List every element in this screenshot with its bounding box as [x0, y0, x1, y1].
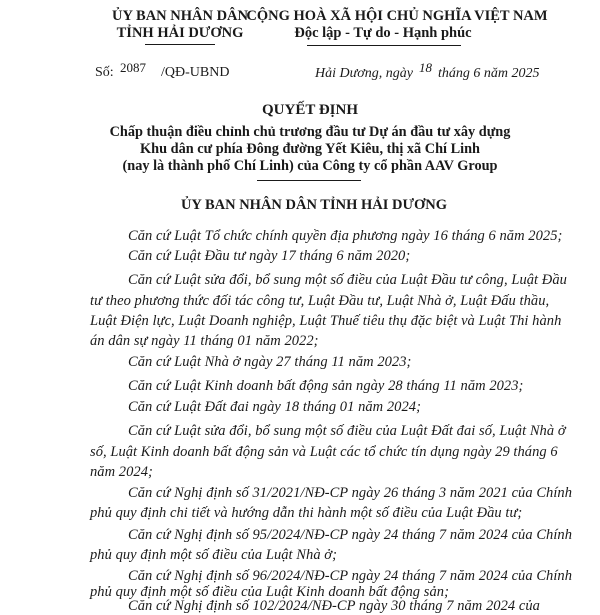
issuing-org-underline — [145, 44, 215, 45]
subject-underline — [257, 180, 361, 181]
legal-basis-line: Căn cứ Luật Đất đai ngày 18 tháng 01 năm 2024; — [128, 399, 421, 415]
document-type-title: QUYẾT ĐỊNH — [262, 102, 358, 118]
legal-basis-line: Căn cứ Luật Tổ chức chính quyền địa phương ngày 16 tháng 6 năm 2025; — [128, 228, 563, 244]
legal-basis-line: Căn cứ Luật sửa đổi, bổ sung một số điều của Luật Đầu tư công, Luật Đầu — [128, 272, 567, 288]
legal-basis-line: Căn cứ Luật Nhà ở ngày 27 tháng 11 năm 2023; — [128, 354, 412, 370]
legal-basis-line: số, Luật Kinh doanh bất động sản và Luật các tổ chức tín dụng ngày 29 tháng 6 — [90, 444, 558, 460]
issuing-authority-heading: ỦY BAN NHÂN DÂN TỈNH HẢI DƯƠNG — [180, 197, 448, 213]
national-title: CỘNG HOÀ XÃ HỘI CHỦ NGHĨA VIỆT NAM — [246, 8, 548, 24]
national-motto-underline — [307, 45, 461, 46]
legal-basis-line: phủ quy định một số điều của Luật Nhà ở; — [90, 547, 337, 563]
legal-basis-line: Căn cứ Nghị định số 96/2024/NĐ-CP ngày 24 tháng 7 năm 2024 của Chính — [128, 568, 573, 584]
place-date-prefix: Hải Dương, ngày — [315, 66, 413, 81]
legal-basis-line: Căn cứ Nghị định số 95/2024/NĐ-CP ngày 24 tháng 7 năm 2024 của Chính — [128, 527, 573, 543]
legal-basis-line: Căn cứ Nghị định số 102/2024/NĐ-CP ngày 30 tháng 7 năm 2024 của — [128, 598, 540, 614]
legal-basis-line: Luật Điện lực, Luật Doanh nghiệp, Luật Thuế tiêu thụ đặc biệt và Luật Thi hành — [90, 313, 562, 329]
subject-line: (nay là thành phố Chí Linh) của Công ty cổ phần AAV Group — [122, 158, 498, 174]
issuing-org-line1: ỦY BAN NHÂN DÂN — [111, 8, 249, 24]
legal-basis-line: phủ quy định chi tiết và hướng dẫn thi hành một số điều của Luật Đầu tư; — [90, 505, 523, 521]
legal-basis-line: tư theo phương thức đối tác công tư, Luật Đầu tư, Luật Nhà ở, Luật Đấu thầu, — [90, 293, 550, 309]
document-number-suffix: /QĐ-UBND — [161, 65, 230, 80]
issuing-org-line2: TỈNH HẢI DƯƠNG — [116, 25, 244, 41]
legal-basis-line: Căn cứ Nghị định số 31/2021/NĐ-CP ngày 26 tháng 3 năm 2021 của Chính — [128, 485, 573, 501]
subject-line: Chấp thuận điều chỉnh chủ trương đầu tư Dự án đầu tư xây dựng — [109, 124, 511, 140]
legal-basis-line: Căn cứ Luật Kinh doanh bất động sản ngày 28 tháng 11 năm 2023; — [128, 378, 524, 394]
legal-basis-line: phủ quy định một số điều của Luật Kinh doanh bất động sản; — [90, 584, 449, 600]
legal-basis-line: Căn cứ Luật Đầu tư ngày 17 tháng 6 năm 2020; — [128, 248, 411, 264]
subject-line: Khu dân cư phía Đông đường Yết Kiêu, thị xã Chí Linh — [140, 141, 480, 157]
document-number-label: Số: — [95, 65, 114, 80]
date-day: 18 — [418, 60, 432, 75]
legal-basis-line: án dân sự ngày 11 tháng 01 năm 2022; — [90, 333, 319, 349]
national-motto: Độc lập - Tự do - Hạnh phúc — [294, 25, 472, 41]
document-number: 2087 — [120, 60, 146, 75]
legal-basis-line: năm 2024; — [90, 464, 153, 480]
legal-basis-line: Căn cứ Luật sửa đổi, bổ sung một số điều của Luật Đất đai số, Luật Nhà ở — [128, 423, 566, 439]
place-date — [315, 60, 540, 82]
place-date-suffix: tháng 6 năm 2025 — [437, 66, 540, 81]
